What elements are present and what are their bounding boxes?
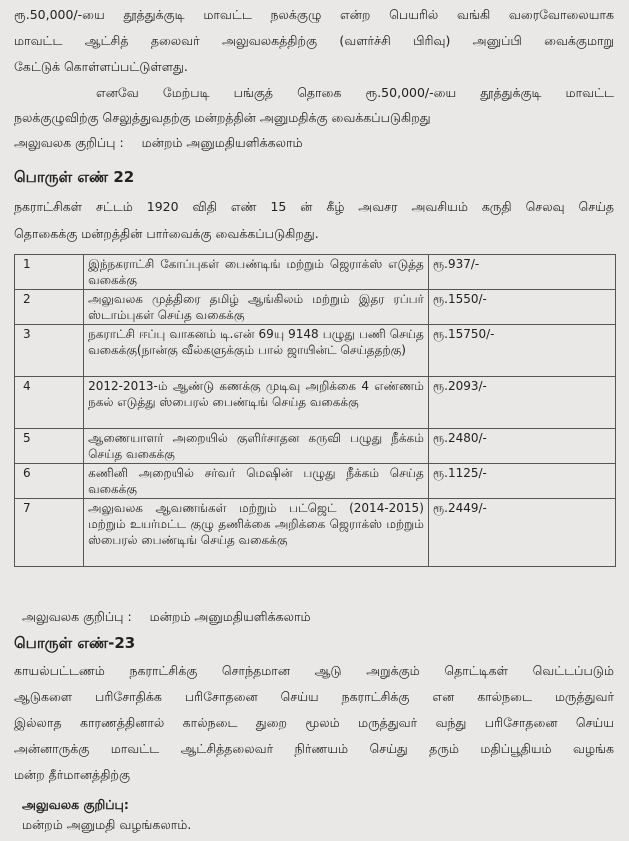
table-row [15,429,616,464]
section-22-office-note [22,607,311,627]
row-description: இந்நகராட்சி கோப்புகள் பைண்டிங் மற்றும் ஜெராக்ஸ் எடுத்த வகைக்கு [84,255,429,290]
section-22-line-2: தொகைக்கு மன்றத்தின் பார்வைக்கு வைக்கப்படுகிறது. [14,226,319,241]
row-amount: ரூ.2093/- [428,377,615,429]
section-23-line-5: மன்ற தீர்மானத்திற்கு [14,767,130,782]
table-row [15,290,616,325]
table-row [15,325,616,377]
row-description: நகராட்சி ஈப்பு வாகனம் டி.என் 69யு 9148 பழுது பணி செய்த வகைக்கு(நான்கு வீல்களுக்கும் பால் ஜாயின்ட் செய்ததற்கு) [84,325,429,377]
row-number: 3 [15,325,84,377]
intro-line-3: கேட்டுக் கொள்ளப்பட்டுள்ளது. [14,59,188,74]
expense-table [14,254,616,567]
section-23-office-note-label: அலுவலக குறிப்பு: [22,797,129,812]
row-amount: ரூ.2480/- [428,429,615,464]
section-23-line-4: அன்னாருக்கு மாவட்ட ஆட்சித்தலைவர் நிர்ணயம் செய்து தரும் மதிப்பூதியம் வழங்க [14,741,614,756]
section-23-office-note-text: மன்றம் அனுமதி வழங்கலாம். [22,817,192,832]
row-amount: ரூ.15750/- [428,325,615,377]
section-22-line-1: நகராட்சிகள் சட்டம் 1920 விதி எண் 15 ன் கீழ் அவசர அவசியம் கருதி செலவு செய்த [14,199,614,214]
row-description: 2012-2013-ம் ஆண்டு கணக்கு முடிவு அறிக்கை 4 எண்ணம் நகல் எடுத்து ஸ்பைரல் பைண்டிங் செய்த வகைக்கு [84,377,429,429]
office-note-label: அலுவலக குறிப்பு : [22,609,132,624]
row-number: 7 [15,499,84,567]
row-amount: ரூ.937/- [428,255,615,290]
intro-line-5: நலக்குழுவிற்கு செலுத்துவதற்கு மன்றத்தின் அனுமதிக்கு வைக்கப்படுகிறது [14,110,431,125]
section-23-line-1: காயல்பட்டணம் நகராட்சிக்கு சொந்தமான ஆடு அறுக்கும் தொட்டிகள் வெட்டப்படும் [14,663,614,678]
office-note-text: மன்றம் அனுமதியளிக்கலாம் [141,135,303,150]
row-number: 2 [15,290,84,325]
section-23-line-3: இல்லாத காரணத்தினால் கால்நடை துறை மூலம் மருத்துவர் வந்து பரிசோதனை செய்ய [14,715,614,730]
intro-office-note [14,133,303,153]
expense-table-wrapper [14,254,616,567]
row-description: கணினி அறையில் சர்வர் மெஷின் பழுது நீக்கம் செய்த வகைக்கு [84,464,429,499]
intro-line-2: மாவட்ட ஆட்சித் தலைவர் அலுவலகத்திற்கு (வளர்ச்சி பிரிவு) அனுப்பி வைக்குமாறு [14,33,614,48]
section-23-line-2: ஆடுகளை பரிசோதிக்க பரிசோதனை செய்ய நகராட்சிக்கு என கால்நடை மருத்துவர் [14,689,614,704]
table-row [15,255,616,290]
row-amount: ரூ.2449/- [428,499,615,567]
row-number: 6 [15,464,84,499]
row-number: 4 [15,377,84,429]
table-row [15,377,616,429]
row-number: 1 [15,255,84,290]
table-row [15,499,616,567]
row-description: அலுவலக ஆவணங்கள் மற்றும் பட்ஜெட் (2014-2015) மற்றும் உயர்மட்ட குழு தணிக்கை அறிக்கை ஜெராக்ஸ் மற்றும் ஸ்பைரல் பைண்டிங் செய்த வகைக்கு [84,499,429,567]
office-note-label: அலுவலக குறிப்பு : [14,135,124,150]
intro-line-1: ரூ.50,000/-யை தூத்துக்குடி மாவட்ட நலக்குழு என்ற பெயரில் வங்கி வரைவோலையாக [14,7,614,22]
section-22-heading: பொருள் எண் 22 [14,168,135,186]
expense-table-body [15,255,616,567]
row-description: ஆணையாளர் அறையில் குளிர்சாதன கருவி பழுது நீக்கம் செய்த வகைக்கு [84,429,429,464]
office-note-text: மன்றம் அனுமதியளிக்கலாம் [149,609,311,624]
row-description: அலுவலக முத்திரை தமிழ் ஆங்கிலம் மற்றும் இதர ரப்பர் ஸ்டாம்புகள் செய்த வகைக்கு [84,290,429,325]
row-amount: ரூ.1550/- [428,290,615,325]
intro-line-4: எனவே மேற்படி பங்குத் தொகை ரூ.50,000/-யை தூத்துக்குடி மாவட்ட [96,85,614,100]
row-number: 5 [15,429,84,464]
section-23-heading: பொருள் எண்-23 [14,634,136,652]
row-amount: ரூ.1125/- [428,464,615,499]
table-row [15,464,616,499]
